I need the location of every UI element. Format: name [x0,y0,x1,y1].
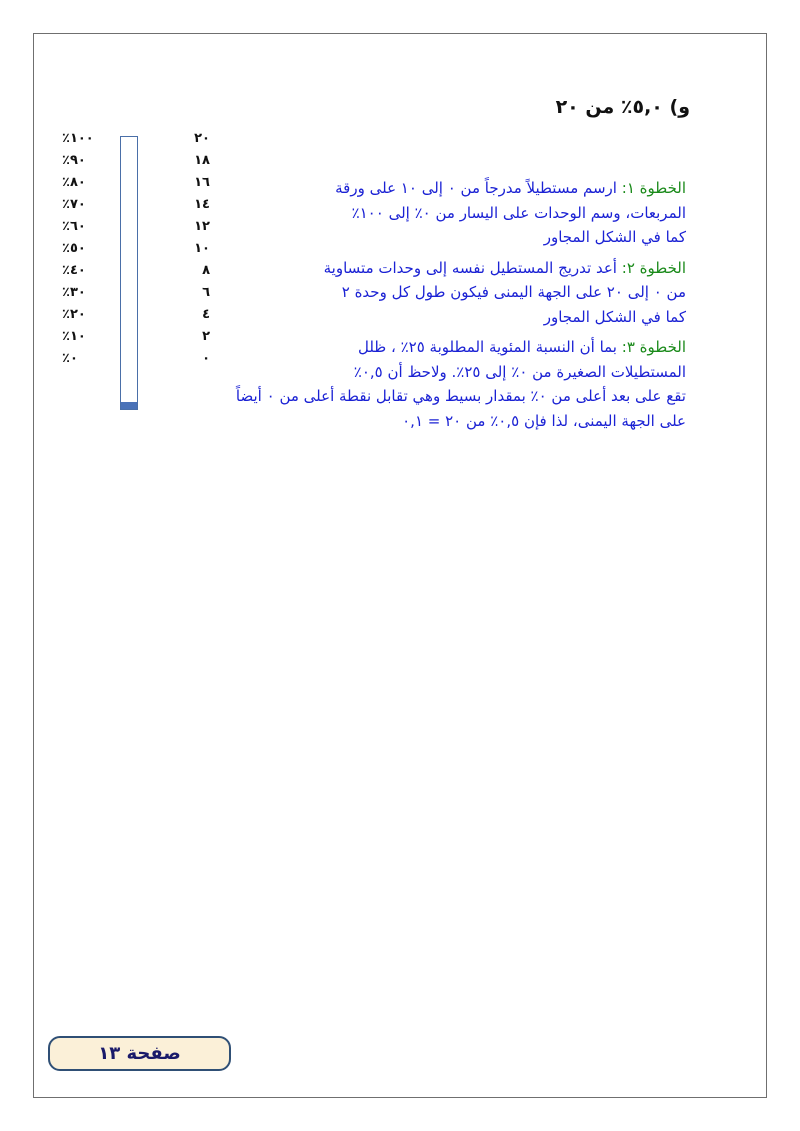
step-1-label: الخطوة ١: [621,179,686,197]
page-number-badge: صفحة ١٣ [48,1036,231,1071]
number-tick-label: ٢ [202,329,210,344]
step-2-line-2: من ٠ إلى ٢٠ على الجهة اليمنى فيكون طول كل وحدة ٢ [341,283,686,301]
percent-tick-label: ٪٢٠ [62,307,86,322]
step-2-label: الخطوة ٢: [621,258,686,277]
step-2 [100,256,686,330]
percent-tick-label: ٪٠ [62,351,78,366]
step-3-line-1: الخطوة ٣: بما أن النسبة المئوية المطلوبة ٢٥٪ ، ظلل [357,338,686,356]
step-1-line-1: الخطوة ١: ارسم مستطيلاً مدرجاً من ٠ إلى ١٠ على ورقة [335,179,686,197]
percent-tick-label: ٪٨٠ [62,175,86,190]
number-tick-label: ١٢ [194,219,210,234]
percent-tick-label: ٪٧٠ [62,197,86,212]
number-tick-label: ٤ [202,307,210,322]
number-tick-label: ٠ [202,351,210,366]
number-tick-label: ٦ [202,285,210,300]
percent-tick-label: ٪٩٠ [62,153,86,168]
percent-tick-label: ٪٥٠ [62,241,86,256]
number-tick-label: ١٤ [194,197,210,212]
step-1-line-2: المربعات، وسم الوحدات على اليسار من ٠٪ إلى ١٠٠٪ [351,203,686,222]
number-tick-label: ١٦ [194,175,210,190]
solution-steps [100,176,686,439]
step-3-label: الخطوة ٣: [621,338,686,356]
problem-title: و) ٥,٠٪ من ٢٠ [555,96,690,118]
step-3-line-4: على الجهة اليمنى، لذا فإن ٠,٥٪ من ٢٠ = ٠,١ [402,411,686,430]
number-tick-label: ١٨ [194,153,210,168]
number-tick-label: ٨ [202,263,210,278]
number-tick-label: ٢٠ [194,131,210,146]
step-2-line-1: الخطوة ٢: أعد تدريج المستطيل نفسه إلى وحدات متساوية [323,258,686,277]
percent-tick-label: ٪١٠ [62,329,86,344]
step-2-line-3: كما في الشكل المجاور [543,307,686,326]
step-1 [100,176,686,250]
step-3-line-3: تقع على بعد أعلى من ٠٪ بمقدار بسيط وهي تقابل نقطة أعلى من ٠ أيضاً [235,387,686,405]
percent-tick-label: ٪٦٠ [62,219,86,234]
step-3 [100,335,686,433]
percent-tick-label: ٪١٠٠ [62,131,94,146]
step-1-line-3: كما في الشكل المجاور [543,228,686,246]
percent-tick-label: ٪٣٠ [62,285,86,300]
number-tick-label: ١٠ [194,241,210,256]
percent-tick-label: ٪٤٠ [62,263,86,278]
step-3-line-2: المستطيلات الصغيرة من ٠٪ إلى ٢٥٪. ولاحظ أن ٠,٥٪ [353,362,686,381]
